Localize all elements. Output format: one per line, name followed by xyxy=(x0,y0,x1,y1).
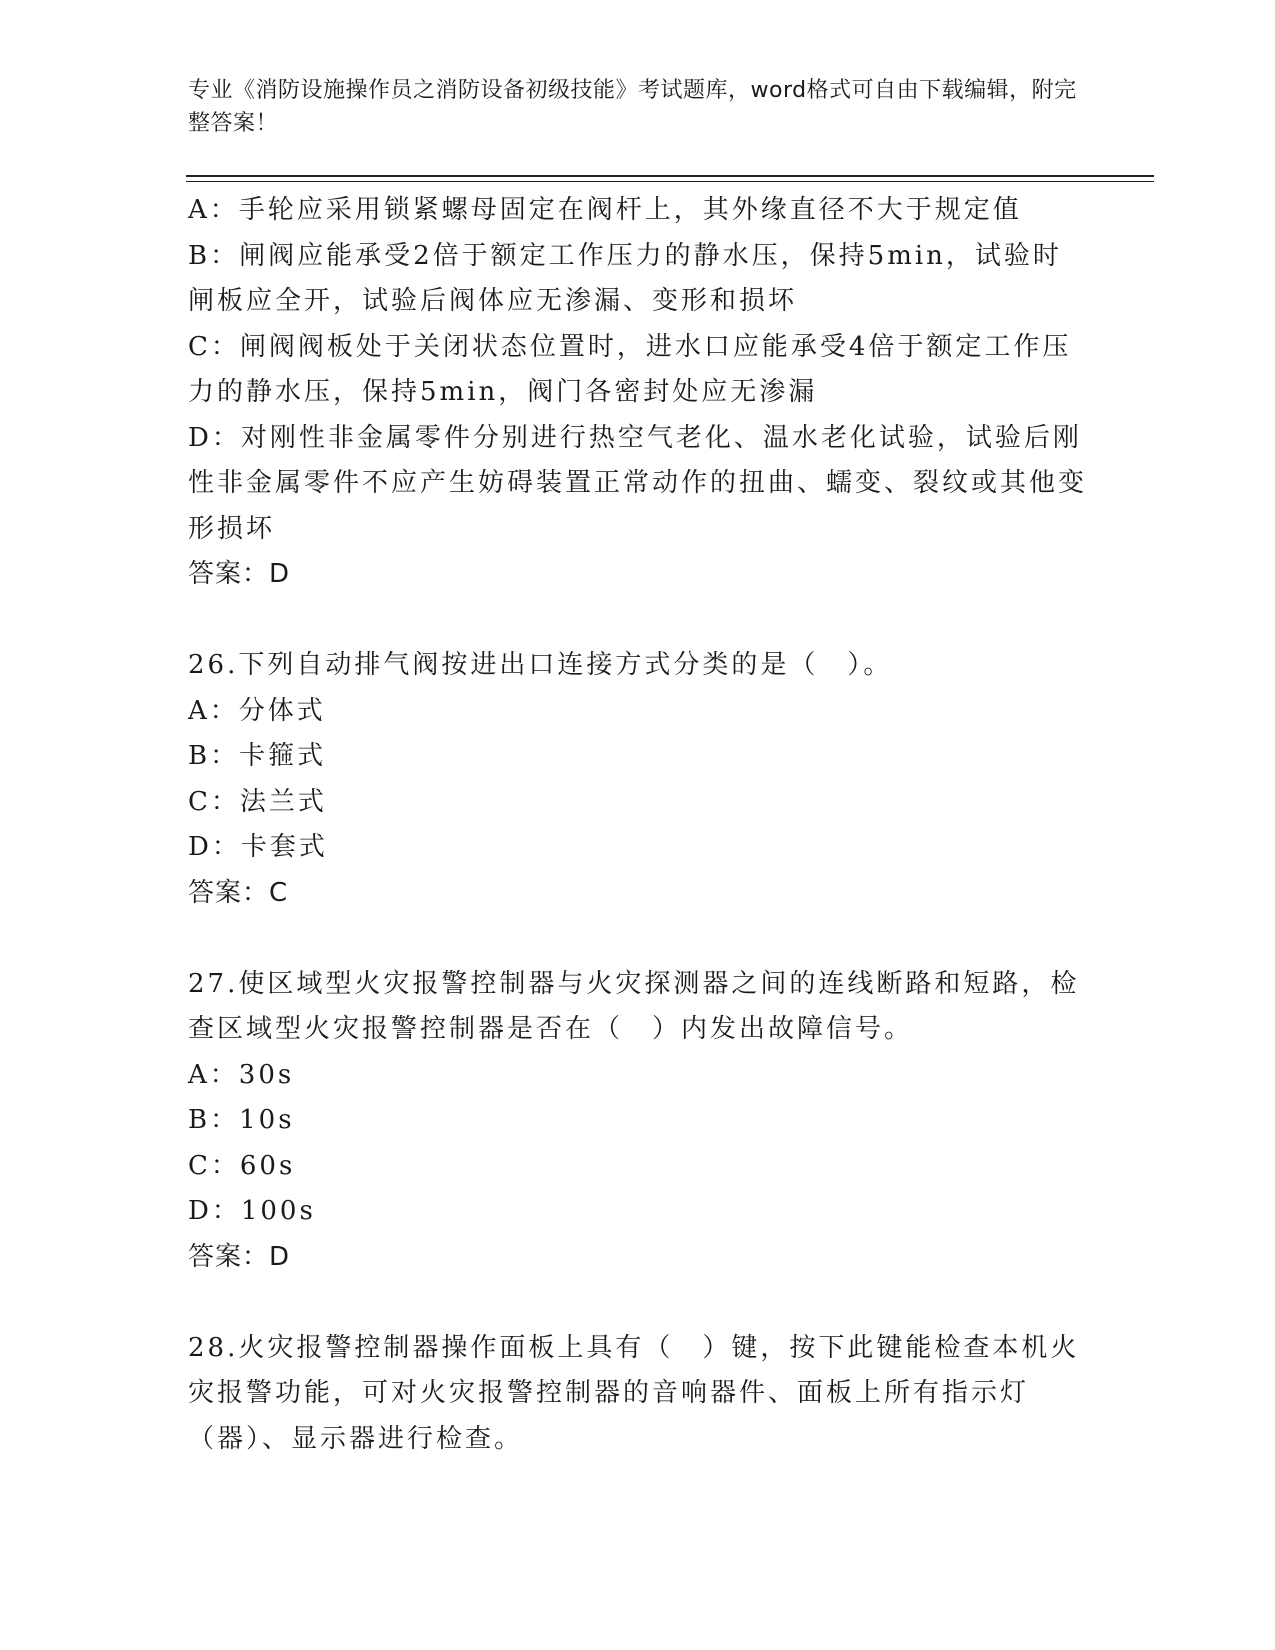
q28-question: 28.火灾报警控制器操作面板上具有（ ）键，按下此键能检查本机火灾报警功能，可对火灾报警控制器的音响器件、面板上所有指示灯（器）、显示器进行检查。 xyxy=(188,1332,1080,1454)
spacer xyxy=(188,916,1088,962)
q27-option-c: C：60s xyxy=(188,1150,296,1181)
header-rule-thick xyxy=(186,175,1154,177)
question-28-block xyxy=(188,1326,1088,1463)
q27-answer: 答案：D xyxy=(188,1241,291,1272)
question-27-block xyxy=(188,962,1088,1281)
q26-question: 26.下列自动排气阀按进出口连接方式分类的是（ ）。 xyxy=(188,650,893,680)
q27-option-d: D：100s xyxy=(188,1196,316,1226)
q25-option-a: A：手轮应采用锁紧螺母固定在阀杆上，其外缘直径不大于规定值 xyxy=(188,195,1022,225)
q26-option-a: A：分体式 xyxy=(188,695,326,726)
document-header: 专业《消防设施操作员之消防设备初级技能》考试题库，word格式可自由下载编辑，附完整答案！ xyxy=(188,78,1077,136)
q27-option-b: B：10s xyxy=(188,1105,295,1135)
q26-answer: 答案：C xyxy=(188,877,289,908)
q25-option-b: B：闸阀应能承受2倍于额定工作压力的静水压，保持5min，试验时闸板应全开，试验后阀体应无渗漏、变形和损坏 xyxy=(188,240,1062,316)
q27-question: 27.使区域型火灾报警控制器与火灾探测器之间的连线断路和短路，检查区域型火灾报警控制器是否在（ ）内发出故障信号。 xyxy=(188,968,1080,1044)
header-rule-thin xyxy=(186,181,1154,182)
q26-option-b: B：卡箍式 xyxy=(188,741,327,771)
question-25-block xyxy=(188,188,1088,598)
question-list xyxy=(188,188,1088,1462)
q26-option-d: D：卡套式 xyxy=(188,832,328,862)
q25-option-d: D：对刚性非金属零件分别进行热空气老化、温水老化试验，试验后刚性非金属零件不应产生妨碍装置正常动作的扭曲、蠕变、裂纹或其他变形损坏 xyxy=(188,422,1088,544)
q27-option-a: A：30s xyxy=(188,1059,295,1090)
spacer xyxy=(188,1280,1088,1326)
q25-answer: 答案：D xyxy=(188,559,291,589)
spacer xyxy=(188,598,1088,644)
q25-option-c: C：闸阀阀板处于关闭状态位置时，进水口应能承受4倍于额定工作压力的静水压，保持5min，阀门各密封处应无渗漏 xyxy=(188,331,1072,407)
question-26-block xyxy=(188,643,1088,916)
q26-option-c: C：法兰式 xyxy=(188,786,327,817)
